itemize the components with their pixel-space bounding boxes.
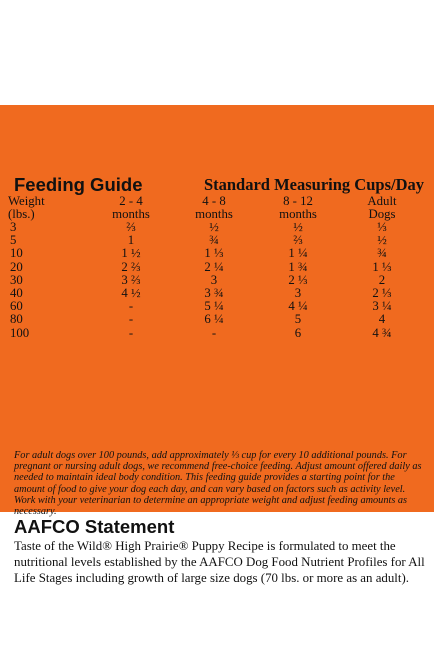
weight-cell: 100 bbox=[10, 325, 30, 340]
table-row bbox=[8, 261, 422, 274]
cups-cell: - bbox=[128, 299, 134, 314]
cups-cell: ½ bbox=[293, 220, 303, 235]
cups-cell: 1 ½ bbox=[121, 246, 141, 261]
weight-cell: 3 bbox=[10, 220, 17, 235]
cups-cell: 5 bbox=[294, 312, 302, 327]
cups-cell: ½ bbox=[377, 233, 387, 248]
column-header-weight: Weight (lbs.) bbox=[8, 194, 45, 221]
table-row bbox=[8, 327, 422, 340]
cups-cell: 1 ¾ bbox=[288, 259, 308, 274]
weight-cell: 80 bbox=[10, 312, 23, 327]
cups-cell: 2 ⅓ bbox=[288, 272, 308, 287]
cups-cell: 4 ¼ bbox=[288, 299, 308, 314]
cups-cell: ¾ bbox=[209, 233, 219, 248]
cups-cell: 2 bbox=[378, 272, 386, 287]
cups-cell: ⅔ bbox=[293, 233, 303, 248]
feeding-label-panel bbox=[0, 105, 434, 585]
aafco-statement-text: Taste of the Wild® High Prairie® Puppy Recipe is formulated to meet the nutritional levels established by the AAFCO Dog Food Nutrient Profiles for All Life Stages including growth of large size dogs (70 lbs. or more as an adult). bbox=[14, 539, 425, 585]
cups-cell: 4 ½ bbox=[121, 286, 141, 301]
weight-cell: 30 bbox=[10, 272, 23, 287]
cups-cell: 2 ¼ bbox=[204, 259, 224, 274]
cups-cell: ½ bbox=[209, 220, 219, 235]
weight-cell: 20 bbox=[10, 259, 23, 274]
cups-cell: 6 ¼ bbox=[204, 312, 224, 327]
cups-cell: - bbox=[128, 325, 134, 340]
cups-cell: 3 ⅔ bbox=[121, 272, 141, 287]
table-row bbox=[8, 247, 422, 260]
cups-cell: 1 ⅓ bbox=[372, 259, 392, 274]
table-row bbox=[8, 287, 422, 300]
cups-cell: 1 ¼ bbox=[288, 246, 308, 261]
cups-cell: 1 ⅓ bbox=[204, 246, 224, 261]
cups-cell: 2 ⅓ bbox=[372, 286, 392, 301]
aafco-title: AAFCO Statement bbox=[14, 516, 175, 537]
cups-cell: - bbox=[128, 312, 134, 327]
table-row bbox=[8, 313, 422, 326]
feeding-guide-title: Feeding Guide bbox=[14, 174, 143, 195]
cups-cell: 3 bbox=[210, 272, 218, 287]
table-row bbox=[8, 300, 422, 313]
cups-per-day-title: Standard Measuring Cups/Day bbox=[203, 175, 424, 194]
cups-cell: 5 ¼ bbox=[204, 299, 224, 314]
weight-cell: 10 bbox=[10, 246, 23, 261]
cups-cell: 6 bbox=[294, 325, 302, 340]
cups-cell: 2 ⅔ bbox=[121, 259, 141, 274]
column-header-4-8-months: 4 - 8 months bbox=[195, 194, 233, 221]
table-header-row bbox=[8, 195, 422, 221]
weight-cell: 60 bbox=[10, 299, 23, 314]
cups-cell: ¾ bbox=[377, 246, 387, 261]
column-header-adult-dogs: Adult Dogs bbox=[367, 194, 397, 221]
cups-cell: - bbox=[211, 325, 217, 340]
cups-cell: 3 ¼ bbox=[372, 299, 392, 314]
column-header-8-12-months: 8 - 12 months bbox=[279, 194, 317, 221]
cups-cell: 1 bbox=[127, 233, 135, 248]
cups-cell: 3 bbox=[294, 286, 302, 301]
feeding-note: For adult dogs over 100 pounds, add approximately ⅓ cup for every 10 additional pounds. For pregnant or nursing adult dogs, we recommend free-choice feeding. Adjust amount offered daily as needed to maintain ideal body condition. This feeding guide provides a starting point for the amount of food to give your dog each day, and can vary based on factors such as activity level. Work with your veterinarian to determine an appropriate weight and adjust feeding amounts as necessary. bbox=[14, 450, 422, 518]
table-row bbox=[8, 234, 422, 247]
cups-cell: 4 ¾ bbox=[372, 325, 392, 340]
cups-cell: 3 ¾ bbox=[204, 286, 224, 301]
weight-cell: 40 bbox=[10, 286, 23, 301]
cups-cell: 4 bbox=[378, 312, 386, 327]
table-row bbox=[8, 274, 422, 287]
cups-cell: ⅓ bbox=[377, 220, 387, 235]
table-row bbox=[8, 221, 422, 234]
cups-cell: ⅔ bbox=[126, 220, 136, 235]
weight-cell: 5 bbox=[10, 233, 17, 248]
column-header-2-4-months: 2 - 4 months bbox=[112, 194, 150, 221]
feeding-table bbox=[8, 195, 422, 340]
